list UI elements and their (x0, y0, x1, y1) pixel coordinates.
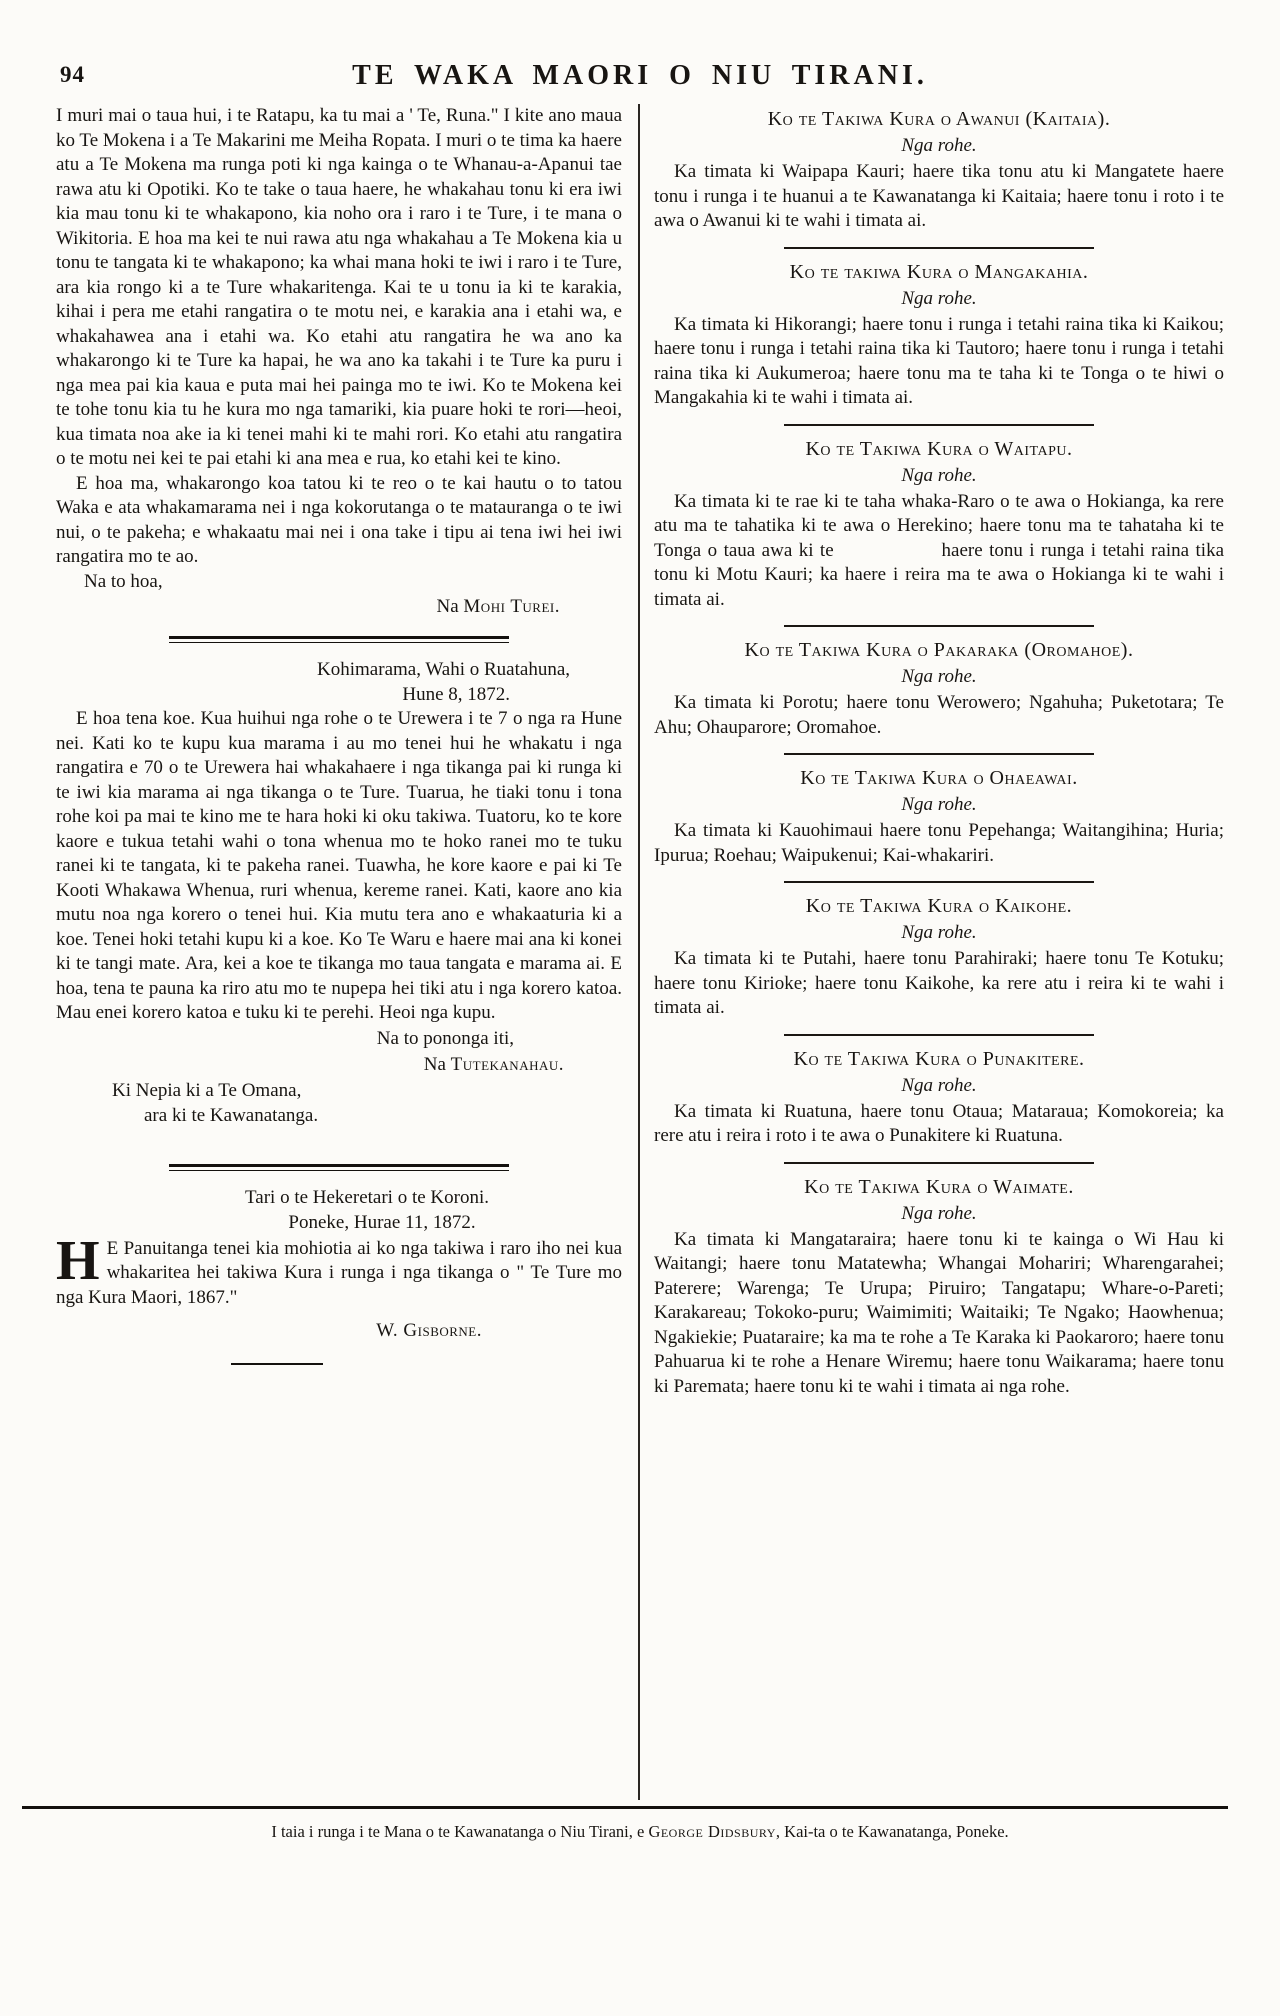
kura-section-waitapu (654, 436, 1224, 613)
section-subheading: Nga rohe. (901, 1202, 977, 1224)
section-subheading: Nga rohe. (901, 794, 977, 815)
kura-section-punakitere (654, 1046, 1224, 1149)
letter1-paragraph-2: E hoa ma, whakarongo koa tatou ki te reo o te kai hautu o to tatou Waka e ata whakamarama nei i nga kokorutanga o te matauranga o te iwi nui, o te pakeha; e whakaatu mai nei i ona take i tipu ai tena iwi hei iwi rangatira mo te ao. (56, 472, 622, 567)
section-body: Ka timata ki Porotu; haere tonu Werowero; Ngahuha; Puketotara; Te Ahu; Ohauparore; Oromahoe. (654, 692, 1224, 738)
imprint-printer-name: George Didsbury (648, 1822, 776, 1841)
letter2-body: E hoa tena koe. Kua huihui nga rohe o te Urewera i te 7 o nga ra Hune nei. Kati ko te kupu kua marama i au mo tenei hui he whakatu i nga rangatira e 70 o te Urewera hai whakahaere i nga tikanga pai ki runga ki te iwi kia marama ai nga tikanga o te Ture. Tuarua, he tiaki tonu i tona rohe koi pa mai te kino me te hara hoki ki oku takiwa. Tuatoru, ko te kore kaore e tukua tetahi wahi o tona whenua mo te hoko ranei mo te tuku ranei ki te tangata, ki te pakeha ranei. Tuawha, he kore kaore e pai ki Te Kooti Whakawa Whenua, ruri whenua, kereme ranei. Kati, kaore ano kia mutu noa nga korero o tenei hui. Kia mutu tera ano e whakaaturia ki a koe. Tenei hoki tetahi kupu ki a koe. Ko Te Waru e haere mai ana ki konei ki te tangi mate. Ara, kei a koe te tikanga mo taua tangata e marama ai. E hoa, tena te pauna ka riro atu mo te nupepa hei tiki atu i nga korero katoa. Mau enei korero katoa e tuku ki te perehi. Heoi nga kupu. (56, 708, 622, 1023)
section-subheading: Nga rohe. (901, 1074, 977, 1096)
notice-body (56, 1229, 622, 1311)
section-divider (784, 753, 1094, 755)
notice-signature: W. Gisborne. (376, 1320, 482, 1341)
letter2-signature (56, 1052, 622, 1078)
kura-section-ohaeawai (654, 765, 1224, 868)
letter1-signature-name: Mohi Turei. (463, 596, 560, 617)
notice-dropcap: H (56, 1229, 100, 1292)
letter2-dateline-date: Hune 8, 1872. (402, 684, 510, 705)
section-heading: Ko te Takiwa Kura o Waimate. (804, 1175, 1074, 1198)
section-divider (784, 1162, 1094, 1164)
imprint-suffix: , Kai-ta o te Kawanatanga, Poneke. (775, 1822, 1009, 1841)
columns-container (56, 104, 1224, 1800)
letter2-address-line2: ara ki te Kawanatanga. (144, 1104, 319, 1126)
section-heading: Ko te takiwa Kura o Mangakahia. (789, 260, 1089, 283)
letter2-closing: Na to pononga iti, (376, 1027, 514, 1049)
end-divider-short (231, 1363, 323, 1365)
page-header (56, 58, 1224, 98)
section-heading: Ko te Takiwa Kura o Ohaeawai. (800, 767, 1078, 789)
section-divider (784, 1034, 1094, 1036)
section-body: Ka timata ki te Putahi, haere tonu Parahiraki; haere tonu Te Kotuku; haere tonu Kirioke; haere tonu Kaikohe, ka rere atu i reira ki te wahi i timata ai. (654, 948, 1224, 1018)
section-body: Ka timata ki Ruatuna, haere tonu Otaua; Mataraua; Komokoreia; ka rere atu i reira i roto i te awa o Punakitere ki Ruatuna. (654, 1100, 1224, 1146)
letter1-signature-prefix: Na (436, 596, 464, 617)
letter2-signature-prefix: Na (423, 1053, 451, 1075)
kura-section-waimate (654, 1174, 1224, 1400)
section-subheading: Nga rohe. (901, 666, 977, 687)
section-divider-double (169, 1164, 509, 1171)
section-divider (784, 247, 1094, 249)
section-divider (784, 881, 1094, 883)
section-subheading: Nga rohe. (901, 464, 977, 486)
section-body: Ka timata ki Waipapa Kauri; haere tika tonu atu ki Mangatete haere tonu i runga i te huanui a te Kawanatanga ki Kaitaia; haere tonu i roto i te awa o Awanui ki te wahi i timata ai. (654, 161, 1224, 231)
kura-section-kaikohe (654, 893, 1224, 1021)
imprint-prefix: I taia i runga i te Mana o te Kawanatanga o Niu Tirani, e (271, 1822, 649, 1841)
imprint-line (56, 1820, 1224, 1844)
section-heading: Ko te Takiwa Kura o Waitapu. (805, 437, 1073, 460)
letter2-address-line1: Ki Nepia ki a Te Omana, (112, 1079, 302, 1101)
notice-dateline: Poneke, Hurae 11, 1872. (288, 1211, 476, 1233)
notice-body-text: E Panuitanga tenei kia mohiotia ai ko nga takiwa i raro iho nei kua whakaritea hei takiwa Kura i runga i nga tikanga o " Te Ture mo nga Kura Maori, 1867." (56, 1237, 622, 1308)
letter2-dateline-place: Kohimarama, Wahi o Ruatahuna, (317, 659, 570, 680)
letter1-paragraph-1: I muri mai o taua hui, i te Ratapu, ka tu mai a ' Te, Runa." I kite ano maua ko Te Mokena i a Te Makarini me Meiha Ropata. I muri o te tima ka haere atu a Te Mokena ma runga poti ki nga kainga o te Whanau-a-Apanui tae rawa atu ki Opotiki. Ko te take o taua haere, he whakahau tonu ki era iwi kia mau tonu ki te whakapono, kia noho ora i raro i te Ture, i te mana o Wikitoria. E hoa ma kei te nui rawa atu nga whakahau a Te Mokena kia u tonu te tangata ki te whakapono; ka whai mana hoki te iwi i raro i te Ture, ara kia rongo ki a te Ture whakaritenga. Kai te u tonu ia ki te karakia, kihai i pera me etahi rangatira o te motu nei, e karakia ana i etahi wa, e whakahawea ana i etahi wa. Ko etahi atu rangatira he wa ano ka whakarongo ki te Ture ka hapai, he wa ano ka takahi i te Ture ka puru i nga mea pai kia kaua e puta mai hei painga mo te iwi. Ko te Mokena kei te tohe tonu kia tu he kura mo nga tamariki, kia puare hoki te rori—heoi, kua timata noa ake ia ki tenei mahi ki te mahi rori. Ko etahi atu rangatira o te motu nei kei te pai etahi ki ana mea e rua, ko etahi kei te kino. (56, 105, 622, 469)
letter1-signature (56, 594, 622, 620)
section-body: Ka timata ki Mangataraira; haere tonu ki te kainga o Wi Hau ki Waitangi; haere tonu Matatewha; Whangai Mohariri; Wharengarahei; Paterere; Warenga; Te Urupa; Piruiro; Tangatapu; Whare-o-Pareti; Karakareau; Tokoko-puru; Waimimiti; Waitaiki; Te Ngako; Haowhenua; Ngakiekie; Puataraire; ka ma te rohe a Te Karaka ki Paokaroro; haere tonu Pahuarua ki te rohe a Henare Wiremu; haere tonu Waikarama; haere tonu ki Paremata; haere tonu ki te wahi i timata ai nga rohe. (654, 1228, 1224, 1397)
letter2-signature-name: Tutekanahau. (450, 1053, 564, 1075)
right-column (654, 104, 1224, 1800)
section-subheading: Nga rohe. (901, 135, 977, 156)
column-rule (638, 104, 640, 1800)
section-heading: Ko te Takiwa Kura o Awanui (Kaitaia). (767, 108, 1111, 130)
section-body: Ka timata ki Kauohimaui haere tonu Pepehanga; Waitangihina; Huria; Ipurua; Roehau; Waipukenui; Kai-whakariri. (654, 820, 1224, 866)
section-heading: Ko te Takiwa Kura o Punakitere. (793, 1047, 1085, 1070)
page-number: 94 (60, 62, 85, 87)
section-heading: Ko te Takiwa Kura o Kaikohe. (805, 895, 1073, 917)
masthead-title: TE WAKA MAORI O NIU TIRANI. (352, 60, 928, 91)
section-heading: Ko te Takiwa Kura o Pakaraka (Oromahoe). (744, 639, 1134, 661)
kura-section-mangakahia (654, 259, 1224, 411)
section-divider (784, 424, 1094, 426)
footer-rule (22, 1806, 1228, 1809)
section-body: Ka timata ki te rae ki te taha whaka-Raro o te awa o Hokianga, ka rere atu ma te tahatika ki te awa o Herekino; haere tonu ma te tahataha ki te Tonga o taua awa ki te haere tonu i runga i tetahi raina tika tonu ki Motu Kauri; ka haere i reira ma te awa o Hokianga ki te wahi i timata ai. (654, 490, 1224, 610)
section-divider (784, 625, 1094, 627)
notice-office-line: Tari o te Hekeretari o te Koroni. (245, 1186, 489, 1208)
section-subheading: Nga rohe. (901, 922, 977, 943)
left-column (56, 104, 622, 1800)
section-divider-double (169, 636, 509, 643)
section-subheading: Nga rohe. (901, 287, 977, 309)
kura-section-awanui (654, 106, 1224, 234)
kura-section-pakaraka (654, 637, 1224, 740)
section-body: Ka timata ki Hikorangi; haere tonu i runga i tetahi raina tika ki Kaikou; haere tonu i runga i tetahi raina tika ki Tautoro; haere tonu i runga i tetahi raina tika ki Aukumeroa; haere tonu ma te taha ki te Tonga o te hiwi o Mangakahia ki te wahi i timata ai. (654, 313, 1224, 408)
letter1-closing: Na to hoa, (84, 570, 163, 592)
